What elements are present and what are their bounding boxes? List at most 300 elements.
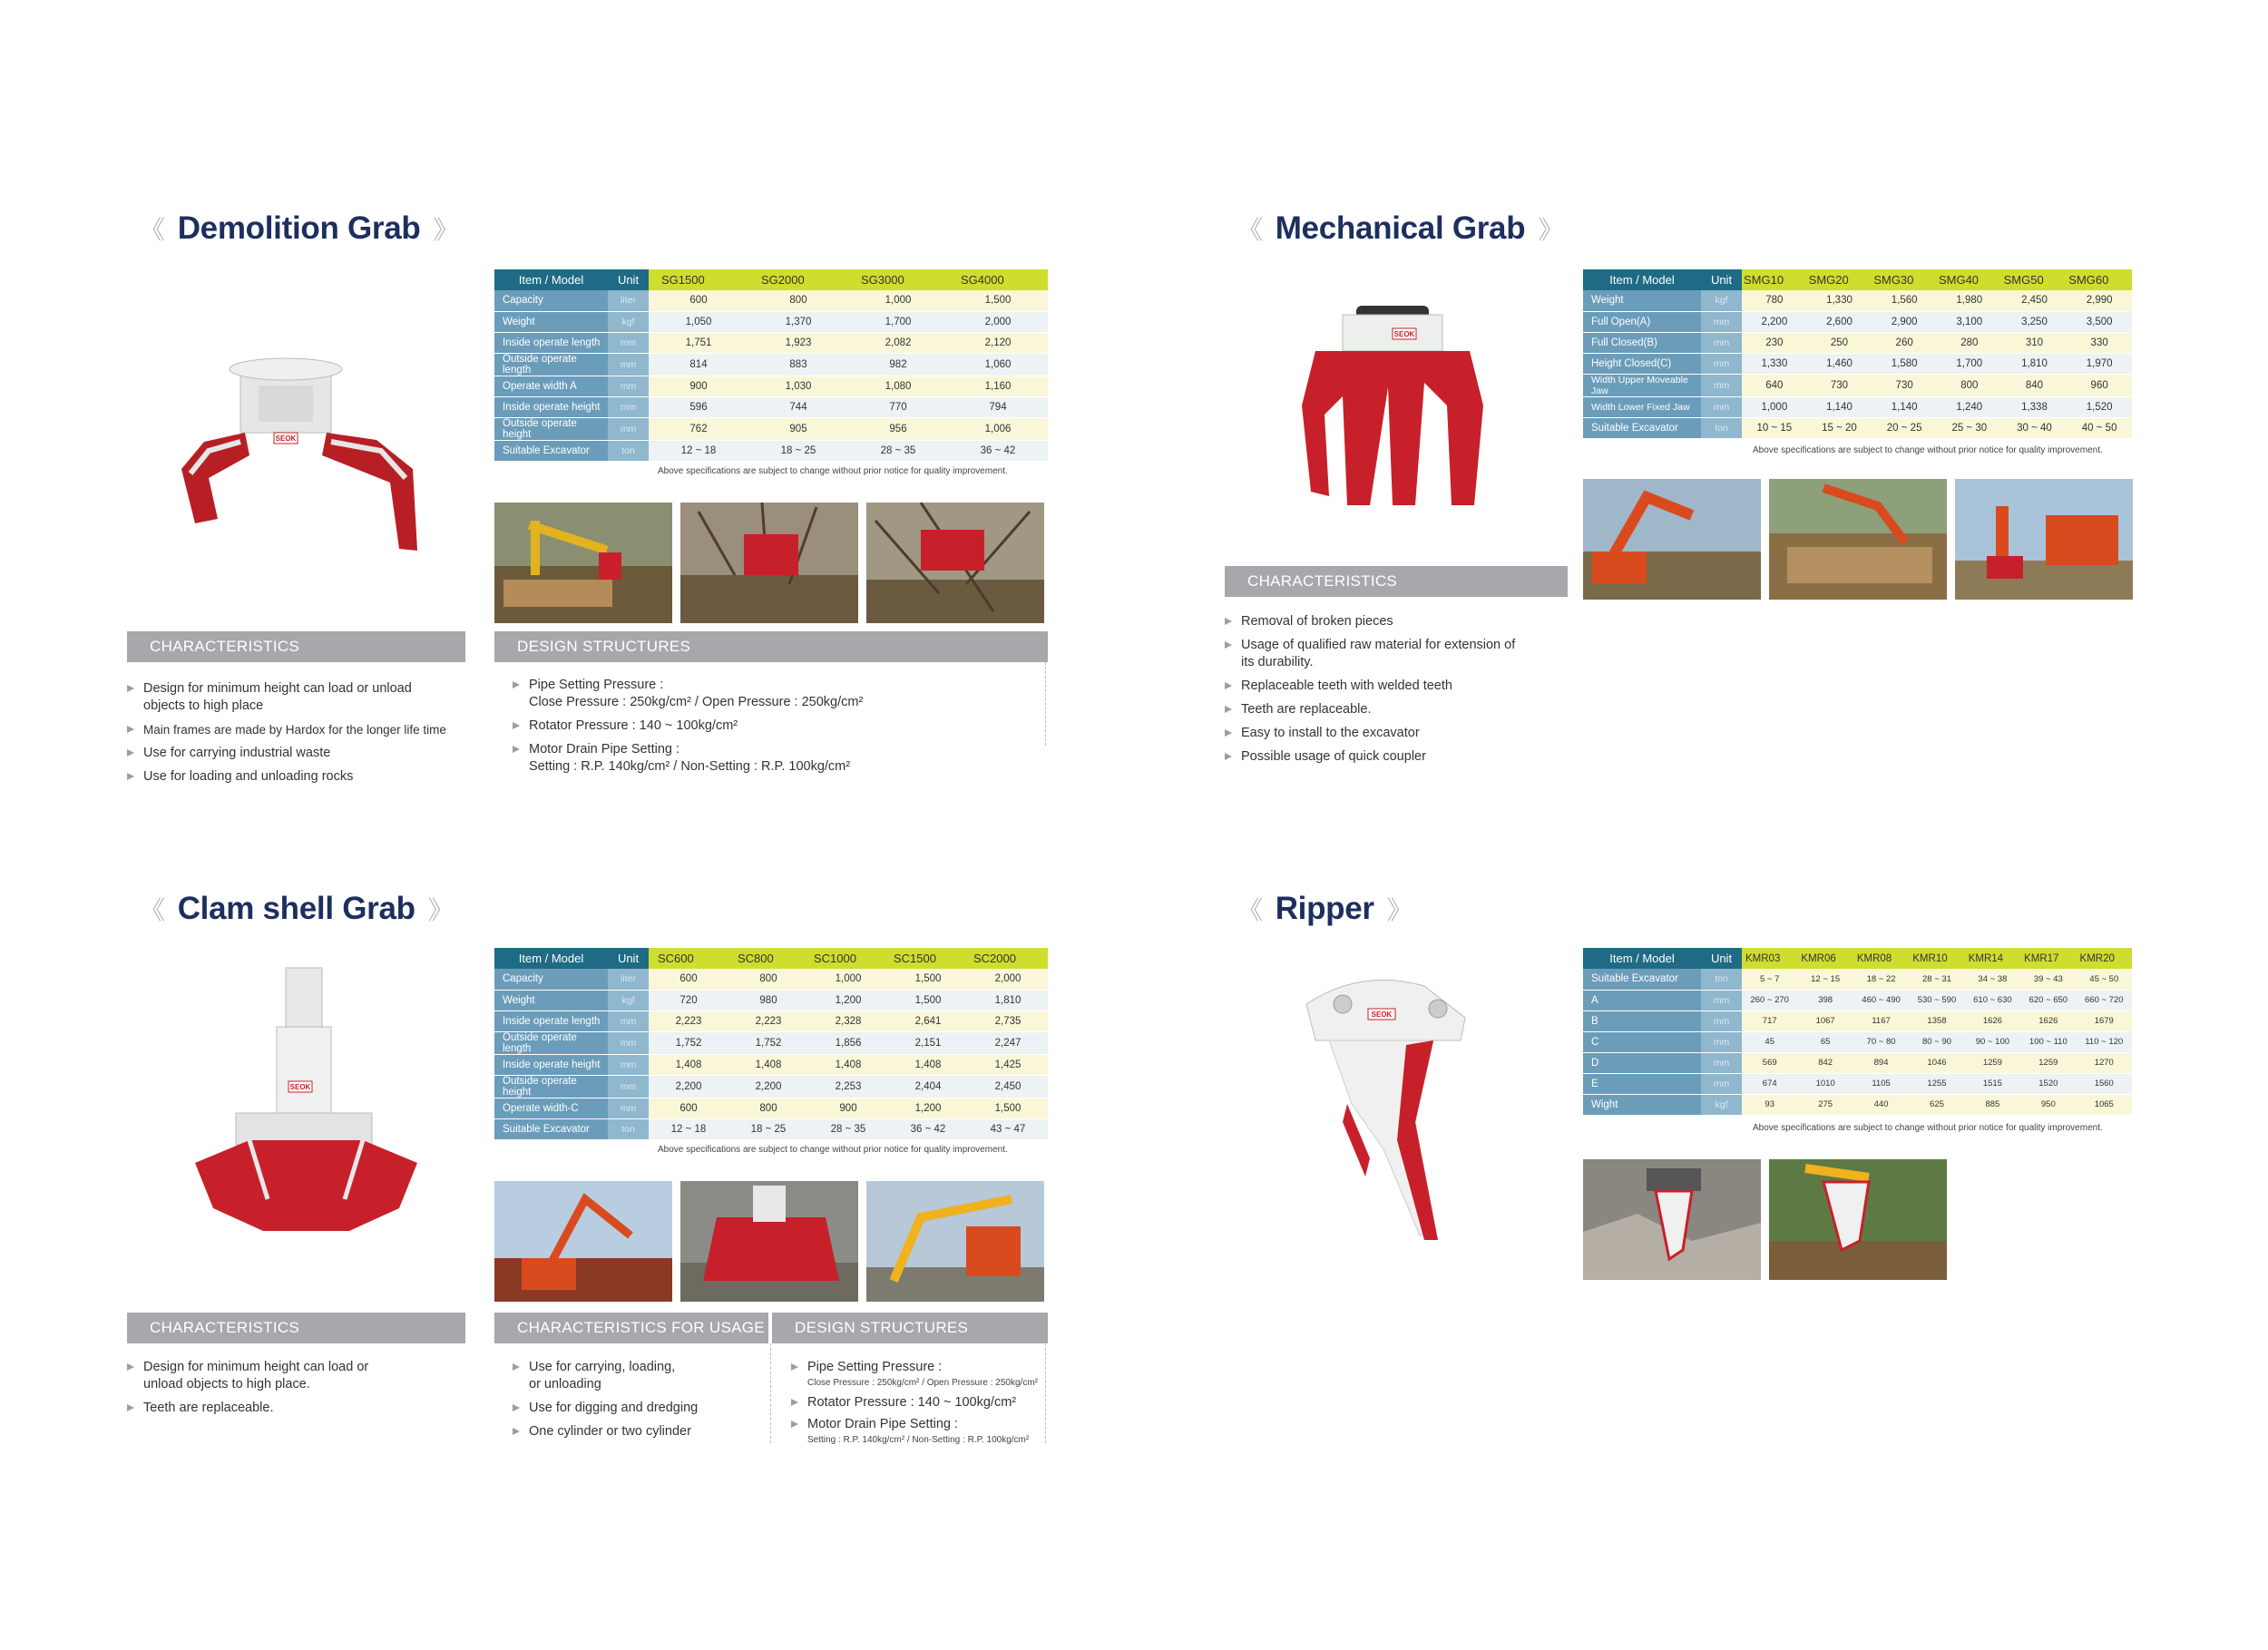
header-cell: SG1500 xyxy=(649,269,748,290)
list-item-text: Rotator Pressure : 140 ~ 100kg/cm² xyxy=(807,1395,1017,1410)
row-unit: ton xyxy=(1701,969,1742,990)
cell: 330 xyxy=(2067,332,2132,353)
list-item xyxy=(513,718,1039,735)
row-unit: mm xyxy=(608,376,649,396)
table-header-row xyxy=(1583,948,2132,969)
cell: 1560 xyxy=(2077,1073,2132,1094)
list-item xyxy=(1225,637,1569,671)
usage-heading: CHARACTERISTICS FOR USAGE xyxy=(494,1313,768,1343)
list-item-text: Use for loading and unloading rocks xyxy=(143,769,354,784)
row-label: Outside operate height xyxy=(494,417,608,440)
list-item xyxy=(791,1416,1045,1447)
table-row xyxy=(494,332,1048,353)
list-item xyxy=(1225,678,1569,695)
field-photo xyxy=(680,503,858,623)
table-row xyxy=(494,1075,1048,1098)
cell: 660 ~ 720 xyxy=(2077,990,2132,1011)
cell: 1,060 xyxy=(948,353,1048,376)
cell: 1270 xyxy=(2077,1052,2132,1073)
table-row xyxy=(494,990,1048,1011)
cell: 65 xyxy=(1797,1031,1853,1052)
table-row xyxy=(494,396,1048,417)
cell: 1167 xyxy=(1853,1011,1909,1031)
title-text: Ripper xyxy=(1275,891,1374,926)
table-row xyxy=(1583,311,2132,332)
brand-logo: SEOK xyxy=(1371,1011,1393,1019)
header-cell: KMR08 xyxy=(1853,948,1909,969)
clam-shell-grab-product-image xyxy=(181,963,435,1254)
design-structures-heading: DESIGN STRUCTURES xyxy=(772,1313,1048,1343)
cell: 610 ~ 630 xyxy=(1965,990,2020,1011)
table-row xyxy=(1583,1011,2132,1031)
cell: 1,408 xyxy=(728,1054,808,1075)
header-cell: SMG30 xyxy=(1872,269,1937,290)
cell: 674 xyxy=(1742,1073,1797,1094)
list-item xyxy=(513,741,1039,776)
cell: 1,160 xyxy=(948,376,1048,396)
cell: 80 ~ 90 xyxy=(1909,1031,1964,1052)
cell: 18 ~ 22 xyxy=(1853,969,1909,990)
spec-table xyxy=(1583,269,2132,439)
list-item-text: Design for minimum height can load or unload xyxy=(143,681,412,696)
cell: 800 xyxy=(1937,374,2002,396)
row-label: Full Open(A) xyxy=(1583,311,1701,332)
list-item-detail: Setting : R.P. 140kg/cm² / Non-Setting : R.P. 100kg/cm² xyxy=(529,759,851,774)
cell: 100 ~ 110 xyxy=(2020,1031,2076,1052)
field-photo xyxy=(1769,1159,1947,1280)
table-row xyxy=(1583,1073,2132,1094)
row-label: Inside operate height xyxy=(494,396,608,417)
cell: 1,752 xyxy=(649,1031,728,1054)
section-title xyxy=(1225,891,1424,927)
table-row xyxy=(494,969,1048,990)
cell: 596 xyxy=(649,396,748,417)
table-row xyxy=(494,1118,1048,1139)
list-item-text: Possible usage of quick coupler xyxy=(1241,749,1426,764)
cell: 780 xyxy=(1742,290,1807,311)
list-item-text: Rotator Pressure : 140 ~ 100kg/cm² xyxy=(529,718,738,733)
field-photo xyxy=(680,1181,858,1302)
spec-table xyxy=(494,948,1048,1140)
list-item-text: Motor Drain Pipe Setting : xyxy=(807,1417,959,1431)
cell: 1520 xyxy=(2020,1073,2076,1094)
list-item-text: Use for digging and dredging xyxy=(529,1401,699,1415)
table-row xyxy=(1583,290,2132,311)
bracket-open: 《 xyxy=(140,896,165,924)
cell: 2,641 xyxy=(888,1011,968,1031)
cell: 90 ~ 100 xyxy=(1965,1031,2020,1052)
ripper-product-image xyxy=(1297,968,1497,1267)
bracket-close: 》 xyxy=(1386,896,1413,924)
field-photo xyxy=(1583,479,1761,600)
cell: 2,120 xyxy=(948,332,1048,353)
cell: 1,520 xyxy=(2067,396,2132,417)
cell: 36 ~ 42 xyxy=(948,440,1048,461)
photo-strip xyxy=(1583,479,2133,600)
cell: 600 xyxy=(649,290,748,311)
row-unit: liter xyxy=(608,969,649,990)
section-title xyxy=(127,891,465,927)
cell: 2,600 xyxy=(1807,311,1872,332)
cell: 1,460 xyxy=(1807,353,1872,374)
row-unit: kgf xyxy=(1701,290,1742,311)
header-cell: KMR17 xyxy=(2020,948,2076,969)
cell: 1,500 xyxy=(888,990,968,1011)
characteristics-list xyxy=(127,680,472,792)
cell: 28 ~ 35 xyxy=(848,440,948,461)
cell: 28 ~ 35 xyxy=(808,1118,888,1139)
cell: 2,200 xyxy=(728,1075,808,1098)
list-item-text: Pipe Setting Pressure : xyxy=(807,1360,943,1374)
row-label: A xyxy=(1583,990,1701,1011)
table-row xyxy=(494,1011,1048,1031)
cell: 720 xyxy=(649,990,728,1011)
cell: 1,700 xyxy=(1937,353,2002,374)
list-item-text: Pipe Setting Pressure : xyxy=(529,678,664,692)
spec-note: Above specifications are subject to change without prior notice for quality improvement. xyxy=(1753,445,2103,455)
cell: 814 xyxy=(649,353,748,376)
spec-table xyxy=(1583,948,2132,1116)
cell: 840 xyxy=(2002,374,2068,396)
row-label: Outside operate length xyxy=(494,353,608,376)
row-label: Full Closed(B) xyxy=(1583,332,1701,353)
cell: 1046 xyxy=(1909,1052,1964,1073)
row-unit: mm xyxy=(1701,311,1742,332)
header-cell: SG3000 xyxy=(848,269,948,290)
list-item xyxy=(1225,613,1569,630)
bracket-open: 《 xyxy=(1237,896,1263,924)
cell: 1,030 xyxy=(748,376,848,396)
cell: 28 ~ 31 xyxy=(1909,969,1964,990)
row-unit: mm xyxy=(1701,374,1742,396)
cell: 1,980 xyxy=(1937,290,2002,311)
cell: 2,223 xyxy=(649,1011,728,1031)
cell: 1,240 xyxy=(1937,396,2002,417)
list-item-continuation: objects to high place xyxy=(143,698,264,713)
row-unit: mm xyxy=(1701,1073,1742,1094)
bracket-close: 》 xyxy=(427,896,454,924)
row-unit: mm xyxy=(1701,1011,1742,1031)
list-item-text: Use for carrying industrial waste xyxy=(143,746,331,760)
cell: 230 xyxy=(1742,332,1807,353)
list-item-detail: Close Pressure : 250kg/cm² / Open Pressure : 250kg/cm² xyxy=(807,1378,1038,1388)
design-structures-list xyxy=(791,1359,1045,1453)
row-label: Width Lower Fixed Jaw xyxy=(1583,396,1701,417)
usage-list xyxy=(513,1359,767,1447)
characteristics-heading: CHARACTERISTICS xyxy=(1225,566,1568,597)
table-row xyxy=(1583,1052,2132,1073)
cell: 1626 xyxy=(2020,1011,2076,1031)
brand-logo: SEOK xyxy=(289,1083,311,1091)
bracket-open: 《 xyxy=(140,216,165,244)
cell: 1,752 xyxy=(728,1031,808,1054)
list-item-text: Motor Drain Pipe Setting : xyxy=(529,742,680,757)
cell: 34 ~ 38 xyxy=(1965,969,2020,990)
photo-strip xyxy=(1583,1159,1947,1280)
header-cell: Item / Model xyxy=(494,948,608,969)
cell: 2,247 xyxy=(968,1031,1048,1054)
table-row xyxy=(494,417,1048,440)
header-cell: KMR10 xyxy=(1909,948,1964,969)
cell: 1,580 xyxy=(1872,353,1937,374)
cell: 730 xyxy=(1807,374,1872,396)
cell: 280 xyxy=(1937,332,2002,353)
list-item-continuation: or unloading xyxy=(529,1377,601,1391)
row-label: Operate width A xyxy=(494,376,608,396)
cell: 39 ~ 43 xyxy=(2020,969,2076,990)
cell: 960 xyxy=(2067,374,2132,396)
table-row xyxy=(494,1054,1048,1075)
cell: 950 xyxy=(2020,1094,2076,1115)
row-label: Operate width-C xyxy=(494,1098,608,1118)
cell: 310 xyxy=(2002,332,2068,353)
cell: 260 xyxy=(1872,332,1937,353)
cell: 460 ~ 490 xyxy=(1853,990,1909,1011)
cell: 18 ~ 25 xyxy=(728,1118,808,1139)
row-label: Capacity xyxy=(494,969,608,990)
cell: 2,253 xyxy=(808,1075,888,1098)
row-unit: mm xyxy=(608,1075,649,1098)
cell: 2,328 xyxy=(808,1011,888,1031)
design-structures-heading: DESIGN STRUCTURES xyxy=(494,631,1048,662)
cell: 1067 xyxy=(1797,1011,1853,1031)
cell: 1515 xyxy=(1965,1073,2020,1094)
cell: 2,450 xyxy=(968,1075,1048,1098)
photo-strip xyxy=(494,503,1044,623)
cell: 1,140 xyxy=(1807,396,1872,417)
row-unit: mm xyxy=(608,1098,649,1118)
row-unit: mm xyxy=(1701,1052,1742,1073)
table-row xyxy=(1583,396,2132,417)
spec-note: Above specifications are subject to change without prior notice for quality improvement. xyxy=(1753,1123,2103,1133)
cell: 2,082 xyxy=(848,332,948,353)
cell: 3,100 xyxy=(1937,311,2002,332)
cell: 2,200 xyxy=(649,1075,728,1098)
table-row xyxy=(1583,1031,2132,1052)
header-cell: SC2000 xyxy=(968,948,1048,969)
table-header-row xyxy=(494,948,1048,969)
cell: 894 xyxy=(1853,1052,1909,1073)
cell: 1,140 xyxy=(1872,396,1937,417)
row-unit: kgf xyxy=(608,311,649,332)
cell: 1,500 xyxy=(968,1098,1048,1118)
list-item xyxy=(127,745,472,762)
cell: 1,425 xyxy=(968,1054,1048,1075)
list-item-text: Usage of qualified raw material for extension of xyxy=(1241,638,1516,652)
cell: 1,970 xyxy=(2067,353,2132,374)
cell: 70 ~ 80 xyxy=(1853,1031,1909,1052)
header-cell: SMG10 xyxy=(1742,269,1807,290)
row-unit: mm xyxy=(1701,1031,1742,1052)
list-item xyxy=(1225,701,1569,718)
characteristics-list xyxy=(1225,613,1569,772)
row-label: Suitable Excavator xyxy=(494,440,608,461)
list-item xyxy=(791,1359,1045,1390)
cell: 1010 xyxy=(1797,1073,1853,1094)
list-item-text: Replaceable teeth with welded teeth xyxy=(1241,679,1452,693)
cell: 600 xyxy=(649,1098,728,1118)
row-label: Weight xyxy=(1583,290,1701,311)
cell: 1065 xyxy=(2077,1094,2132,1115)
header-cell: KMR20 xyxy=(2077,948,2132,969)
table-row xyxy=(1583,374,2132,396)
cell: 1,856 xyxy=(808,1031,888,1054)
cell: 1,500 xyxy=(948,290,1048,311)
row-label: Inside operate height xyxy=(494,1054,608,1075)
cell: 3,250 xyxy=(2002,311,2068,332)
field-photo xyxy=(494,1181,672,1302)
cell: 569 xyxy=(1742,1052,1797,1073)
cell: 2,200 xyxy=(1742,311,1807,332)
cell: 1255 xyxy=(1909,1073,1964,1094)
row-unit: mm xyxy=(608,1031,649,1054)
list-item-text: Easy to install to the excavator xyxy=(1241,726,1420,740)
mechanical-grab-product-image xyxy=(1279,297,1506,523)
cell: 885 xyxy=(1965,1094,2020,1115)
cell: 982 xyxy=(848,353,948,376)
header-cell: Unit xyxy=(1701,948,1742,969)
field-photo xyxy=(1583,1159,1761,1280)
cell: 1,330 xyxy=(1742,353,1807,374)
spec-table xyxy=(494,269,1048,462)
cell: 5 ~ 7 xyxy=(1742,969,1797,990)
photo-strip xyxy=(494,1181,1044,1302)
row-label: C xyxy=(1583,1031,1701,1052)
row-unit: kgf xyxy=(1701,1094,1742,1115)
cell: 2,151 xyxy=(888,1031,968,1054)
field-photo xyxy=(1769,479,1947,600)
cell: 625 xyxy=(1909,1094,1964,1115)
header-cell: Unit xyxy=(608,948,649,969)
list-item xyxy=(791,1394,1045,1411)
cell: 2,735 xyxy=(968,1011,1048,1031)
bracket-open: 《 xyxy=(1237,216,1263,244)
header-cell: SC800 xyxy=(728,948,808,969)
cell: 620 ~ 650 xyxy=(2020,990,2076,1011)
cell: 1,810 xyxy=(968,990,1048,1011)
header-cell: SMG50 xyxy=(2002,269,2068,290)
list-item xyxy=(127,721,472,738)
cell: 1,330 xyxy=(1807,290,1872,311)
row-label: Suitable Excavator xyxy=(494,1118,608,1139)
row-label: Inside operate length xyxy=(494,1011,608,1031)
row-unit: mm xyxy=(1701,353,1742,374)
row-unit: ton xyxy=(1701,417,1742,438)
cell: 600 xyxy=(649,969,728,990)
list-item-text: Design for minimum height can load or xyxy=(143,1360,369,1374)
cell: 883 xyxy=(748,353,848,376)
row-unit: mm xyxy=(608,1054,649,1075)
header-cell: SMG20 xyxy=(1807,269,1872,290)
cell: 762 xyxy=(649,417,748,440)
cell: 2,450 xyxy=(2002,290,2068,311)
header-cell: SC1000 xyxy=(808,948,888,969)
cell: 275 xyxy=(1797,1094,1853,1115)
spec-note: Above specifications are subject to change without prior notice for quality improvement. xyxy=(658,466,1008,476)
table-row xyxy=(1583,1094,2132,1115)
cell: 1,050 xyxy=(649,311,748,332)
cell: 20 ~ 25 xyxy=(1872,417,1937,438)
table-header-row xyxy=(494,269,1048,290)
list-item xyxy=(513,1423,767,1440)
header-cell: SMG40 xyxy=(1937,269,2002,290)
table-row xyxy=(1583,332,2132,353)
list-item-detail: Close Pressure : 250kg/cm² / Open Pressure : 250kg/cm² xyxy=(529,695,864,709)
field-photo xyxy=(494,503,672,623)
list-item xyxy=(1225,748,1569,766)
list-item-text: Teeth are replaceable. xyxy=(143,1401,274,1415)
cell: 260 ~ 270 xyxy=(1742,990,1797,1011)
cell: 2,990 xyxy=(2067,290,2132,311)
list-item-text: Main frames are made by Hardox for the longer life time xyxy=(143,723,446,737)
header-cell: KMR03 xyxy=(1742,948,1797,969)
cell: 1,000 xyxy=(848,290,948,311)
list-item xyxy=(127,1359,472,1393)
header-cell: SMG60 xyxy=(2067,269,2132,290)
divider xyxy=(770,1343,771,1443)
cell: 800 xyxy=(748,290,848,311)
characteristics-list xyxy=(127,1359,472,1423)
header-cell: SC1500 xyxy=(888,948,968,969)
cell: 1,751 xyxy=(649,332,748,353)
cell: 30 ~ 40 xyxy=(2002,417,2068,438)
row-label: Suitable Excavator xyxy=(1583,969,1701,990)
cell: 980 xyxy=(728,990,808,1011)
cell: 12 ~ 18 xyxy=(649,440,748,461)
table-row xyxy=(1583,417,2132,438)
cell: 43 ~ 47 xyxy=(968,1118,1048,1139)
row-label: Width Upper Moveable Jaw xyxy=(1583,374,1701,396)
list-item-text: Removal of broken pieces xyxy=(1241,614,1393,629)
cell: 45 xyxy=(1742,1031,1797,1052)
cell: 18 ~ 25 xyxy=(748,440,848,461)
header-cell: SG4000 xyxy=(948,269,1048,290)
title-text: Mechanical Grab xyxy=(1275,210,1526,246)
cell: 1,080 xyxy=(848,376,948,396)
row-unit: mm xyxy=(1701,396,1742,417)
cell: 25 ~ 30 xyxy=(1937,417,2002,438)
cell: 1679 xyxy=(2077,1011,2132,1031)
list-item xyxy=(1225,725,1569,742)
cell: 2,000 xyxy=(968,969,1048,990)
title-text: Clam shell Grab xyxy=(177,891,415,926)
characteristics-heading: CHARACTERISTICS xyxy=(127,1313,465,1343)
cell: 770 xyxy=(848,396,948,417)
table-row xyxy=(494,376,1048,396)
list-item-continuation: its durability. xyxy=(1241,655,1314,669)
cell: 93 xyxy=(1742,1094,1797,1115)
table-row xyxy=(494,290,1048,311)
cell: 1,408 xyxy=(888,1054,968,1075)
row-unit: mm xyxy=(608,396,649,417)
divider xyxy=(1045,1343,1046,1443)
header-cell: Unit xyxy=(608,269,649,290)
cell: 2,000 xyxy=(948,311,1048,332)
cell: 10 ~ 15 xyxy=(1742,417,1807,438)
cell: 1,338 xyxy=(2002,396,2068,417)
table-row xyxy=(494,1098,1048,1118)
cell: 250 xyxy=(1807,332,1872,353)
header-cell: KMR06 xyxy=(1797,948,1853,969)
header-cell: SG2000 xyxy=(748,269,848,290)
field-photo xyxy=(866,503,1044,623)
list-item-text: Use for carrying, loading, xyxy=(529,1360,676,1374)
row-label: D xyxy=(1583,1052,1701,1073)
list-item xyxy=(513,1359,767,1393)
brand-logo: SEOK xyxy=(1393,330,1415,338)
row-label: E xyxy=(1583,1073,1701,1094)
characteristics-heading: CHARACTERISTICS xyxy=(127,631,465,662)
